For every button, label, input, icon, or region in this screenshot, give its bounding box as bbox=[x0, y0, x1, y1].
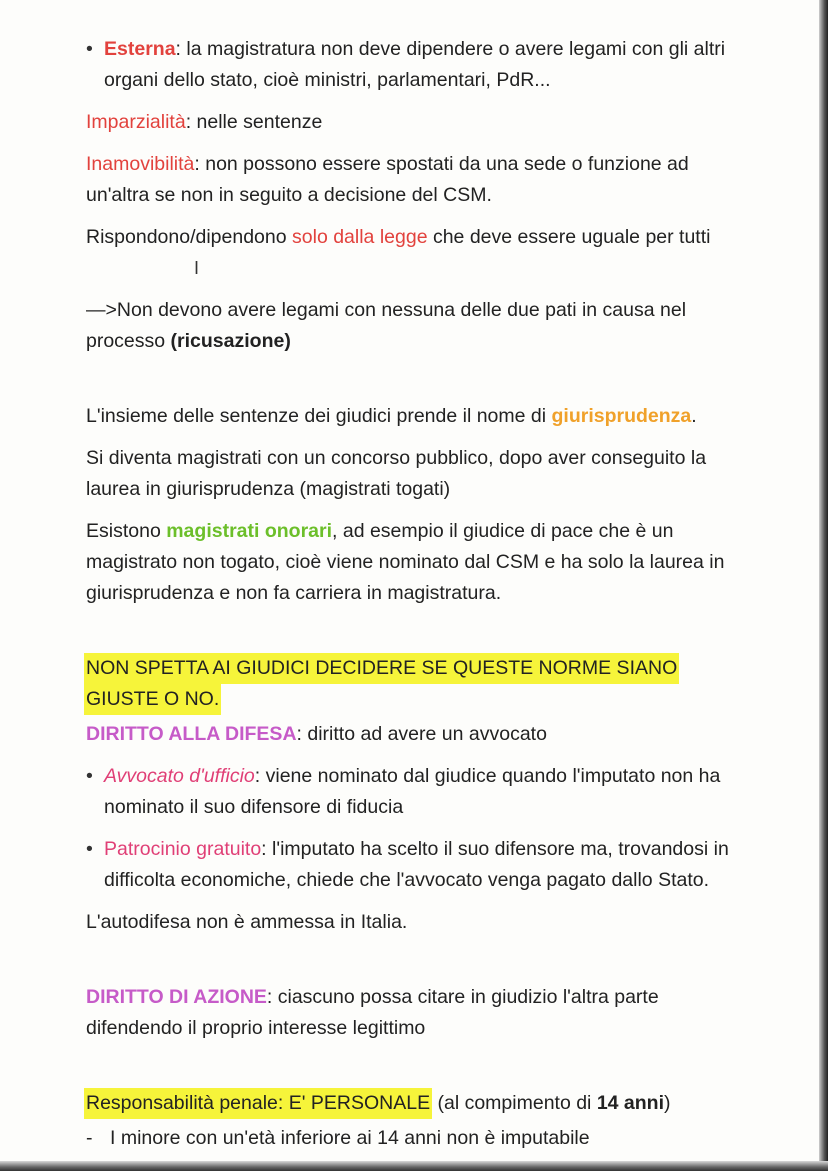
dash-minore: - I minore con un'età inferiore ai 14 anni non è imputabile bbox=[86, 1123, 746, 1154]
bullet-avvocato-ufficio: • Avvocato d'ufficio: viene nominato dal giudice quando l'imputato non ha nominato il suo difensore di fiducia bbox=[86, 761, 746, 823]
heading-diritto-difesa: DIRITTO ALLA DIFESA: diritto ad avere un avvocato bbox=[86, 723, 547, 745]
heading-diritto-azione: DIRITTO DI AZIONE: ciascuno possa citare in giudizio l'altra parte difendendo il proprio interesse legittimo bbox=[86, 986, 659, 1039]
para-concorso: Si diventa magistrati con un concorso pubblico, dopo aver conseguito la laurea in giurisprudenza (magistrati togati) bbox=[86, 447, 707, 500]
para-responsabilita: Responsabilità penale: E' PERSONALE (al compimento di 14 anni) bbox=[86, 1088, 746, 1119]
text-cursor-icon: I bbox=[194, 258, 200, 278]
highlight-norme: NON SPETTA AI GIUDICI DECIDERE SE QUESTE NORME SIANO GIUSTE O NO. bbox=[86, 653, 746, 715]
page-bottom-shadow bbox=[0, 1161, 828, 1171]
para-imparzialita: Imparzialità: nelle sentenze bbox=[86, 111, 323, 133]
bullet-esterna: • Esterna: la magistratura non deve dipendere o avere legami con gli altri organi dello stato, cioè ministri, parlamentari, PdR... bbox=[86, 34, 746, 96]
bullet-patrocinio: • Patrocinio gratuito: l'imputato ha scelto il suo difensore ma, trovandosi in difficolta economiche, chiede che l'avvocato venga pagato dallo Stato. bbox=[86, 834, 746, 896]
para-onorari: Esistono magistrati onorari, ad esempio il giudice di pace che è un magistrato non togato, cioè viene nominato dal CSM e ha solo la laurea in giurisprudenza e non fa carriera in magistratura. bbox=[86, 520, 725, 604]
para-giurisprudenza: L'insieme delle sentenze dei giudici prende il nome di giurisprudenza. bbox=[86, 405, 697, 427]
notes-page bbox=[86, 34, 746, 1154]
para-ricusazione: —>Non devono avere legami con nessuna delle due pati in causa nel processo (ricusazione) bbox=[86, 299, 687, 352]
page-edge-shadow bbox=[819, 0, 828, 1171]
para-inamovibilita: Inamovibilità: non possono essere spostati da una sede o funzione ad un'altra se non in seguito a decisione del CSM. bbox=[86, 153, 689, 206]
para-autodifesa: L'autodifesa non è ammessa in Italia. bbox=[86, 911, 408, 933]
para-legge: Rispondono/dipendono solo dalla legge che deve essere uguale per tuttiI bbox=[86, 222, 746, 284]
